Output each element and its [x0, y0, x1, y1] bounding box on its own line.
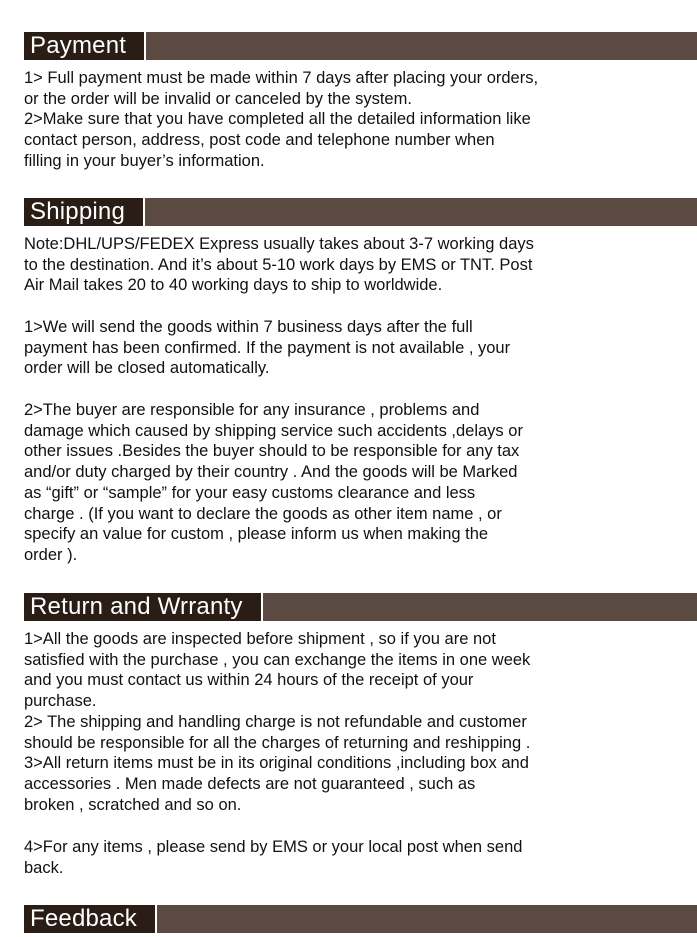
text-line: 2> The shipping and handling charge is not refundable and customer — [24, 712, 527, 731]
text-line: Air Mail takes 20 to 40 working days to ship to worldwide. — [24, 276, 443, 295]
text-line: damage which caused by shipping service such accidents ,delays or — [24, 421, 523, 440]
payment-text — [24, 68, 664, 172]
payment-header — [24, 32, 697, 60]
text-line: 2>Make sure that you have completed all the detailed information like — [24, 110, 531, 129]
return-header — [24, 593, 697, 621]
text-line: or the order will be invalid or canceled by the system. — [24, 89, 412, 108]
text-line: order will be closed automatically. — [24, 359, 270, 378]
text-line: other issues .Besides the buyer should to be responsible for any tax — [24, 442, 520, 461]
text-line: as “gift” or “sample” for your easy customs clearance and less — [24, 483, 476, 502]
text-line: 1>All the goods are inspected before shipment , so if you are not — [24, 630, 496, 648]
text-line: should be responsible for all the charges of returning and reshipping . — [24, 733, 531, 752]
text-line: filling in your buyer’s information. — [24, 151, 265, 170]
return-title: Return and Wrranty — [24, 593, 263, 621]
text-line: 1> Full payment must be made within 7 days after placing your orders, — [24, 69, 539, 87]
shipping-item-1 — [24, 317, 664, 379]
text-line: satisfied with the purchase , you can exchange the items in one week — [24, 650, 531, 669]
return-item-4 — [24, 837, 664, 878]
feedback-title: Feedback — [24, 905, 157, 933]
return-text — [24, 629, 664, 815]
text-line: broken , scratched and so on. — [24, 795, 242, 814]
text-line: specify an value for custom , please inform us when making the — [24, 525, 489, 544]
text-line: 1>We will send the goods within 7 business days after the full — [24, 318, 473, 336]
text-line: contact person, address, post code and telephone number when — [24, 131, 495, 150]
text-line: 4>For any items , please send by EMS or your local post when send — [24, 838, 523, 856]
text-line: to the destination. And it’s about 5-10 work days by EMS or TNT. Post — [24, 255, 533, 274]
shipping-note — [24, 234, 664, 296]
text-line: accessories . Men made defects are not guaranteed , such as — [24, 774, 476, 793]
shipping-item-2 — [24, 400, 664, 566]
text-line: and you must contact us within 24 hours of the receipt of your — [24, 671, 474, 690]
text-line: 2>The buyer are responsible for any insurance , problems and — [24, 401, 480, 419]
text-line: order ). — [24, 545, 78, 564]
text-line: back. — [24, 858, 64, 877]
text-line: charge . (If you want to declare the goods as other item name , or — [24, 504, 502, 523]
text-line: purchase. — [24, 692, 97, 711]
text-line: and/or duty charged by their country . And the goods will be Marked — [24, 463, 518, 482]
payment-title: Payment — [24, 32, 146, 60]
text-line: payment has been confirmed. If the payment is not available , your — [24, 338, 511, 357]
shipping-header — [24, 198, 697, 226]
shipping-title: Shipping — [24, 198, 145, 226]
text-line: Note:DHL/UPS/FEDEX Express usually takes about 3-7 working days — [24, 235, 534, 253]
text-line: 3>All return items must be in its original conditions ,including box and — [24, 754, 529, 773]
feedback-header — [24, 905, 697, 933]
